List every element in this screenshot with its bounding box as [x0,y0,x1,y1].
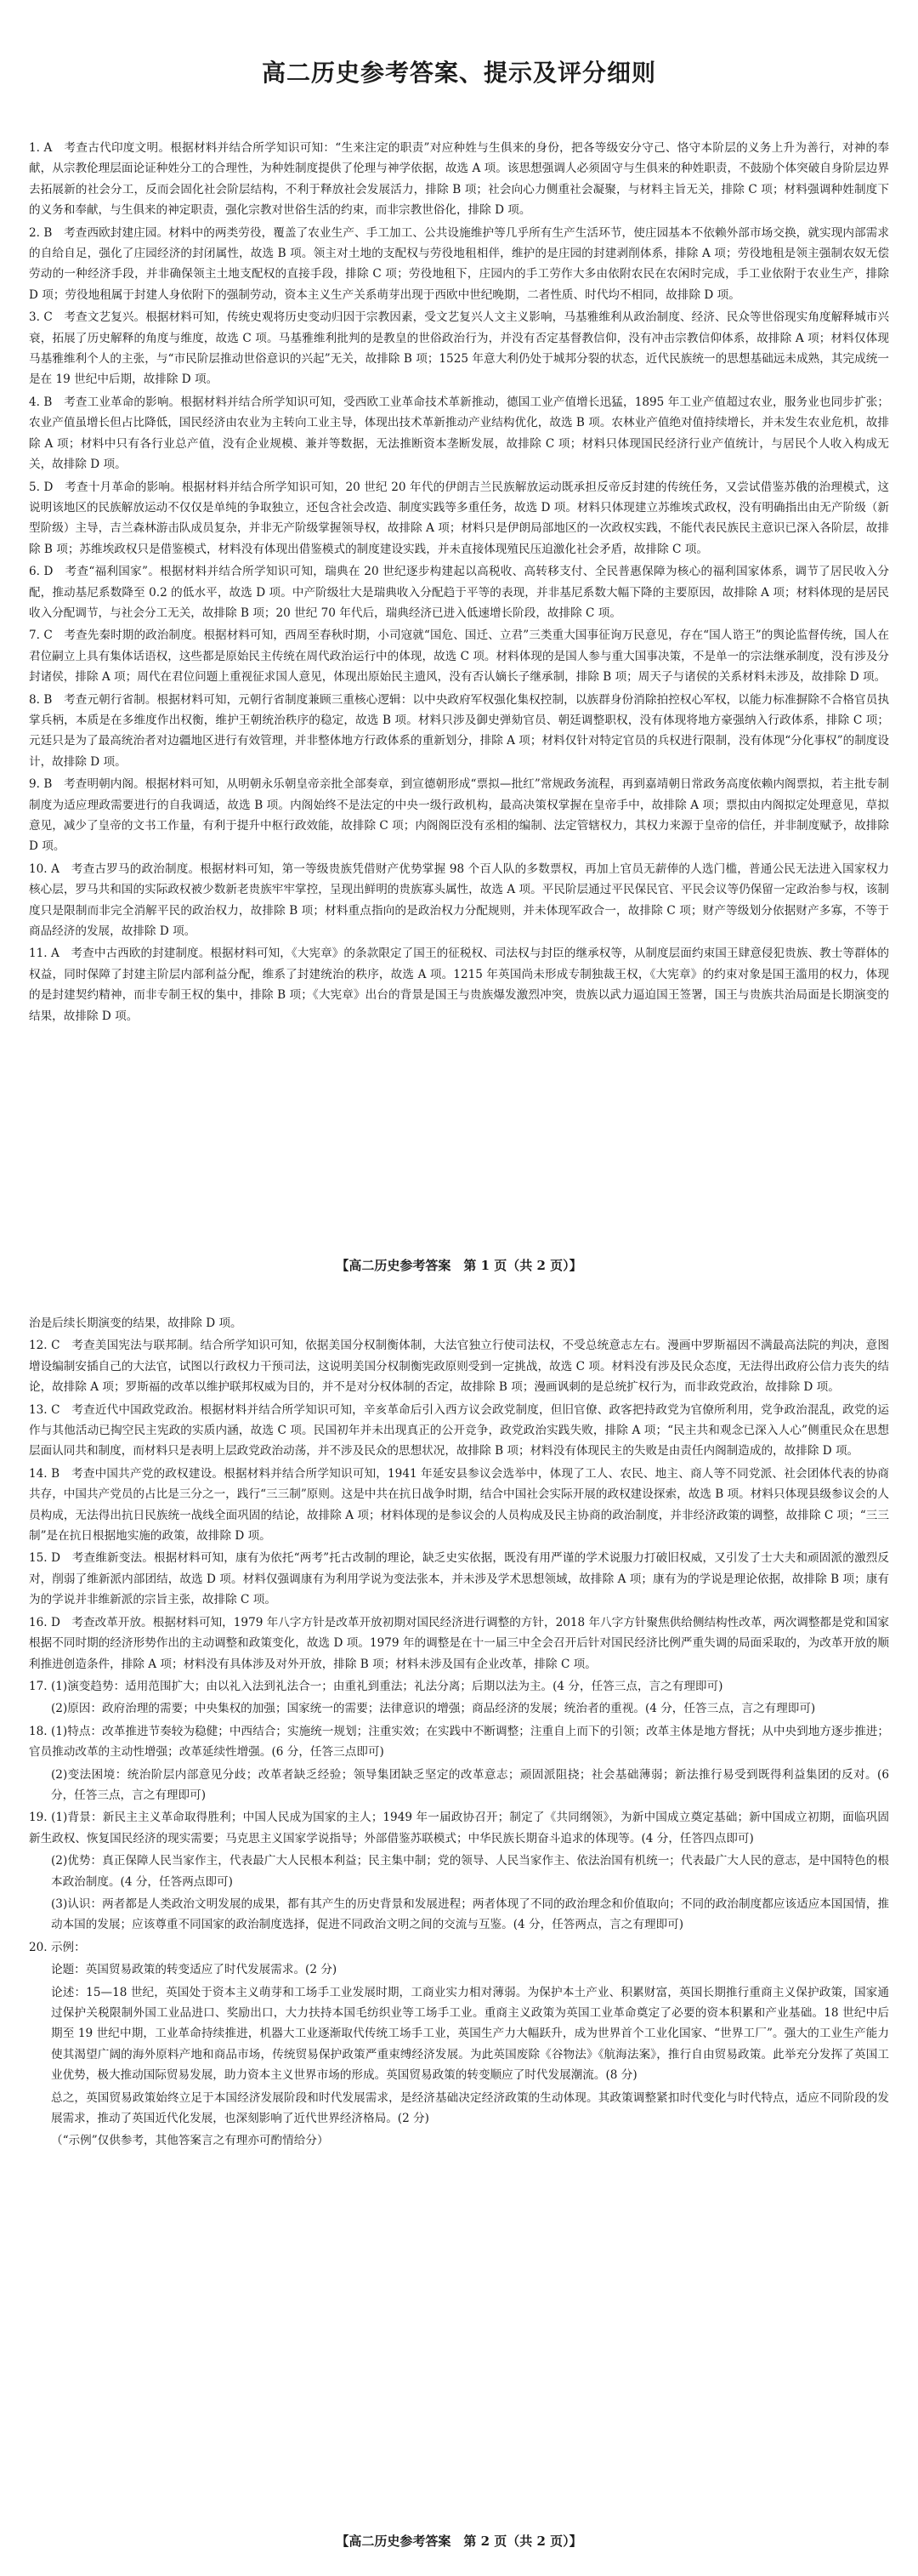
answer-item: 7. C 考查先秦时期的政治制度。根据材料可知，西周至春秋时期，小司寇就“国危、国迁、立君”三类重大国事征询万民意见，存在“国人谘王”的舆论监督传统，国人在君位嗣立上具有集体话语权，这些都是原始民主传统在周代政治运行中的体现，故选 C 项。材料体现的是国人参与重大国事决策，不是单一的宗法继承制度，没有涉及分封诸侯，排除 A 项；周代在君位问题上重视征求国人意见，体现出原始民主遗风，没有否认嫡长子继承制，排除 B 项；周天子与诸侯的关系材料未涉及，故排除 D 项。 [29,628,889,685]
answer-item: （“示例”仅供参考，其他答案言之有理亦可酌情给分） [51,2134,329,2148]
answer-item: 3. C 考查文艺复兴。根据材料可知，传统史观将历史变动归因于宗教因素，受文艺复兴人文主义影响，马基雅维利从政治制度、经济、民众等世俗现实角度解释城市兴衰，拓展了历史解释的角度与维度，故选 C 项。马基雅维利批判的是教皇的世俗政治行为，并没有否定基督教信仰，没有冲击宗教信仰体系，故排除 A 项；材料仅体现马基雅维利个人的主张，与“市民阶层推动世俗意识的兴起”无关，故排除 B 项；1525 年意大利仍处于城邦分裂的状态，近代民族统一的思想基础远未成熟，其完成统一是在 19 世纪中后期，故排除 D 项。 [29,310,889,387]
page-title: 高二历史参考答案、提示及评分细则 [261,59,656,87]
answer-item: 15. D 考查维新变法。根据材料可知，康有为依托“两考”托古改制的理论，缺乏史实依据，既没有用严谨的学术说服力打破旧权威，又引发了士大夫和顽固派的激烈反对，削弱了维新派内部团结，故选 D 项。材料仅强调康有为利用学说为变法张本，并未涉及学术思想领域，故排除 A 项；康有为的学说是理论依据，故排除 B 项；康有为的学说并非维新派的宗旨主张，故排除 C 项。 [29,1551,889,1607]
answer-item: 20. 示例： [29,1940,86,1954]
answer-item: 10. A 考查古罗马的政治制度。根据材料可知，第一等级贵族凭借财产优势掌握 98 个百人队的多数票权，再加上官员无薪俸的人选门槛，普通公民无法进入国家权力核心层，罗马共和国的实际政权被少数新老贵族牢牢掌控，呈现出鲜明的贵族寡头属性，故选 A 项。平民阶层通过平民保民官、平民会议等仍保留一定政治参与权，该制度只是限制而非完全消解平民的政治权力，故排除 B 项；材料重点指向的是政治权力分配规则，并未体现军政合一，故排除 C 项；财产等级划分依据财产多寡，不等于商品经济的发展，故排除 D 项。 [29,862,889,939]
answer-item: 论述：15—18 世纪，英国处于资本主义萌芽和工场手工业发展时期，工商业实力相对薄弱。为保护本土产业、积累财富，英国长期推行重商主义保护政策，国家通过保护关税限制外国工业品进口、奖励出口，大力扶持本国毛纺织业等工场手工业。重商主义政策为英国工业革命奠定了必要的资本积累和产业基础。18 世纪中后期至 19 世纪中期，工业革命持续推进，机器大工业逐渐取代传统工场手工业，英国生产力大幅跃升，成为世界首个工业化国家、“世界工厂”。强大的工业生产能力使其渴望广阔的海外原料产地和商品市场，传统贸易保护政策严重束缚经济发展。为此英国废除《谷物法》《航海法案》，推行自由贸易政策。此举充分发挥了英国工业优势，极大推动国际贸易发展，助力资本主义世界市场的形成。英国贸易政策的转变顺应了时代发展潮流。(8 分) [51,1985,889,2083]
answer-page-2 [0,1301,918,2576]
answer-item: 8. B 考查元朝行省制。根据材料可知，元朝行省制度兼顾三重核心逻辑：以中央政府军权强化集权控制，以族群身份消除拍控权心军权，以能力标准摒除不合格官员执掌兵柄，本质是在多维度作出权衡，维护王朝统治秩序的稳定，故选 B 项。材料只涉及御史弹劾官员、朝廷调整职权，没有体现将地方豪强纳入行政体系，排除 C 项；元廷只是为了最高统治者对边疆地区进行有效管理，并非整体地方行政体系的重新划分，排除 A 项；材料仅针对特定官员的兵权进行限制，没有体现“分化事权”的制度设计，故排除 D 项。 [29,692,889,769]
page-footer-2: 【高二历史参考答案 第 2 页（共 2 页）】 [336,2533,582,2549]
answer-item: 1. A 考查古代印度文明。根据材料并结合所学知识可知：“生来注定的职责”对应种姓与生俱来的身份，把各等级安分守己、恪守本阶层的义务上升为善行，对神的奉献，从宗教伦理层面论证种姓分工的合理性，为种姓制度提供了伦理与神学依据，故选 A 项。该思想强调人必须固守与生俱来的种姓职责，不鼓励个体突破自身阶层边界去拓展新的社会分工，反而会固化社会阶层结构，不利于释放社会发展活力，排除 B 项；社会向心力侧重社会凝聚，与材料主旨无关，排除 C 项；材料强调种姓制度下的义务和奉献，与生俱来的神定职责，强化宗教对世俗生活的约束，而非宗教世俗化，排除 D 项。 [29,141,889,218]
page-footer-1: 【高二历史参考答案 第 1 页（共 2 页）】 [336,1258,582,1273]
answer-item: 论题：英国贸易政策的转变适应了时代发展需求。(2 分) [51,1963,337,1977]
answer-item: 18. (1)特点：改革推进节奏较为稳健；中西结合；实施统一规划；注重实效；在实践中不断调整；注重自上而下的引领；改革主体是地方督抚；从中央到地方逐步推进；官员推动改革的主动性增强；改革延续性增强。(6 分，任答三点即可) [29,1724,889,1760]
answer-item: 13. C 考查近代中国政党政治。根据材料并结合所学知识可知，辛亥革命后引入西方议会政党制度，但旧官僚、政客把持政党为官僚所利用，党争政治混乱，政党的运作与其他活动已掏空民主宪政的实质内涵，故选 C 项。民国初年并未出现真正的公开竞争，政党政治实践失败，排除 A 项；“民主共和观念已深入人心”侧重民众在思想层面认同共和制度，而材料只是表明上层政党政治动荡，并不涉及民众的思想状况，故排除 B 项；材料没有体现民主的失败是由责任内阁制造成的，故排除 D 项。 [29,1402,889,1459]
answer-item: 14. B 考查中国共产党的政权建设。根据材料并结合所学知识可知，1941 年延安县参议会选举中，体现了工人、农民、地主、商人等不同党派、社会团体代表的协商共存，中国共产党员的占比是三分之一，践行“三三制”原则。这是中共在抗日战争时期，结合中国社会实际开展的政权建设探索，故选 B 项。材料只体现县级参议会的人员构成，无法得出抗日民族统一战线全面巩固的结论，故排除 A 项；材料体现的是参议会的人员构成及民主协商的政治制度，并非经济政策的调整，故排除 C 项；“三三制”是在抗日根据地实施的政策，故排除 D 项。 [29,1466,889,1544]
answer-item: 2. B 考查西欧封建庄园。材料中的两类劳役，覆盖了农业生产、手工加工、公共设施维护等几乎所有生产生活环节，使庄园基本不依赖外部市场交换，就实现内部需求的自给自足，强化了庄园经济的封闭属性，故选 B 项。领主对土地的支配权与劳役地租相伴，维护的是庄园的封建剥削体系，排除 A 项；劳役地租是领主强制农奴无偿劳动的一种经济手段，并非确保领主土地支配权的直接手段，排除 C 项；劳役地租下，庄园内的手工劳作大多由依附农民在农闲时完成，手工业依附于农业生产，排除 D 项；劳役地租属于封建人身依附下的强制劳动，资本主义生产关系萌芽出现于西欧中世纪晚期，二者性质、时代均不相同，故排除 D 项。 [29,225,889,302]
answer-item: (2)优势：真正保障人民当家作主，代表最广大人民根本利益；民主集中制；党的领导、人民当家作主、依法治国有机统一；代表最广大人民的意志，是中国特色的根本政治制度。(4 分，任答两点即可) [51,1854,889,1889]
answer-item: 4. B 考查工业革命的影响。根据材料并结合所学知识可知，受西欧工业革命技术革新推动，德国工业产值增长迅猛，1895 年工业产值超过农业，服务业也同步扩张；农业产值虽增长但占比降低，国民经济由农业为主转向工业主导，体现出技术革新推动产业结构优化，故选 B 项。农林业产值绝对值持续增长，并未发生农业危机，故排除 A 项；材料中只有各行业总产值，没有企业规模、兼并等数据，无法推断资本垄断发展，故排除 C 项；材料只体现国民经济行业产值统计，与居民个人收入构成无关，故排除 D 项。 [29,395,889,472]
answer-item: (2)变法困境：统治阶层内部意见分歧；改革者缺乏经验；领导集团缺乏坚定的改革意志；顽固派阻挠；社会基础薄弱；新法推行易受到既得利益集团的反对。(6 分，任答三点，言之有理即可) [51,1767,889,1802]
answer-item: 17. (1)演变趋势：适用范围扩大；由以礼入法到礼法合一；由重礼到重法；礼法分离；后期以法为主。(4 分，任答三点，言之有理即可) [29,1679,723,1693]
page2-answers [29,1301,889,2152]
answer-item: 6. D 考查“福利国家”。根据材料并结合所学知识可知，瑞典在 20 世纪逐步构建起以高税收、高转移支付、全民普惠保障为核心的福利国家体系，调节了居民收入分配，推动基尼系数降至 0.2 的低水平，故选 D 项。中产阶级壮大是瑞典收入分配趋于平等的表现，并非基尼系数大幅下降的主要原因，故排除 A 项；材料体现的是居民收入分配调节，与社会分工无关，故排除 B 项；20 世纪 70 年代后，瑞典经济已进入低速增长阶段，故排除 C 项。 [29,565,889,620]
answer-item: 16. D 考查改革开放。根据材料可知，1979 年八字方针是改革开放初期对国民经济进行调整的方针，2018 年八字方针聚焦供给侧结构性改革，两次调整都是党和国家根据不同时期的经济形势作出的主动调整和政策变化，故选 D 项。1979 年的调整是在十一届三中全会召开后针对国民经济比例严重失调的局面采取的，为改革开放的顺利推进创造条件，排除 A 项；材料没有具体涉及对外开放，排除 B 项；材料未涉及国有企业改革，排除 C 项。 [29,1615,889,1671]
answer-item: 19. (1)背景：新民主主义革命取得胜利；中国人民成为国家的主人；1949 年一届政协召开；制定了《共同纲领》，为新中国成立奠定基础；新中国成立初期，面临巩固新生政权、恢复国民经济的现实需要；马克思主义国家学说指导；外部借鉴苏联模式；中华民族长期奋斗追求的体现等。(4 分，任答四点即可) [29,1811,889,1845]
answer-item: (2)原因：政府治理的需要；中央集权的加强；国家统一的需要；法律意识的增强；商品经济的发展；统治者的重视。(4 分，任答三点，言之有理即可) [51,1702,816,1716]
answer-item: 12. C 考查美国宪法与联邦制。结合所学知识可知，依据美国分权制衡体制，大法官独立行使司法权，不受总统意志左右。漫画中罗斯福因不满最高法院的判决，意图增设编制安插自己的大法官，试图以行政权力干预司法，这说明美国分权制衡宪政原则受到一定挑战，故选 C 项。材料没有涉及民众态度，无法得出政府公信力丧失的结论，故排除 A 项；罗斯福的改革以维护联邦权威为目的，并不是对分权体制的否定，故排除 B 项；漫画讽刺的是总统扩权行为，而非政党政治，故排除 D 项。 [29,1339,889,1395]
answer-item: 治是后续长期演变的结果，故排除 D 项。 [29,1316,242,1330]
answer-item: 11. A 考查中古西欧的封建制度。根据材料可知，《大宪章》的条款限定了国王的征税权、司法权与封臣的继承权等，从制度层面约束国王肆意侵犯贵族、教士等群体的权益，同时保障了封建主阶层内部利益分配，维系了封建统治的秩序，故选 A 项。1215 年英国尚未形成专制独裁王权，《大宪章》的约束对象是国王滥用的权力，体现的是封建契约精神，而非专制王权的集中，排除 B 项；《大宪章》出台的背景是国王与贵族爆发激烈冲突，贵族以武力逼迫国王签署，国王与贵族共治局面是长期演变的结果，故排除 D 项。 [29,947,889,1023]
answer-item: 5. D 考查十月革命的影响。根据材料并结合所学知识可知，20 世纪 20 年代的伊朗吉兰民族解放运动既承担反帝反封建的传统任务，又尝试借鉴苏俄的治理模式，这说明该地区的民族解放运动不仅仅是单纯的争取独立，还包含社会改造、制度实践等多重任务，故选 D 项。材料只体现建立苏维埃式政权，没有明确指出由无产阶级（新型阶级）主导，吉兰森林游击队成员复杂，并非无产阶级掌握领导权，故排除 A 项；材料只是伊朗局部地区的一次政权实践，不能代表民族民主意识已深入各阶层，故排除 B 项；苏维埃政权只是借鉴模式，材料没有体现出借鉴模式的制度建设实践，并未直接体现殖民压迫激化社会矛盾，故排除 C 项。 [29,480,889,556]
answer-item: (3)认识：两者都是人类政治文明发展的成果，都有其产生的历史背景和发展进程；两者体现了不同的政治理念和价值取向；不同的政治制度都应该适应本国国情，推动本国的发展；应该尊重不同国家的政治制度选择，促进不同政治文明之间的交流与互鉴。(4 分，任答两点，言之有理即可) [51,1896,889,1932]
answer-item: 9. B 考查明朝内阁。根据材料可知，从明朝永乐朝皇帝亲批全部奏章，到宣德朝形成“票拟—批红”常规政务流程，再到嘉靖朝日常政务高度依赖内阁票拟，若主批专制制度为适应理政需要进行的自我调适，故选 B 项。内阁始终不是法定的中央一级行政机构，最高决策权掌握在皇帝手中，故排除 A 项；票拟由内阁拟定处理意见，草拟意见，减少了皇帝的文书工作量，有利于提升中枢行政效能，故排除 C 项；内阁阁臣没有丞相的编制、法定管辖权力，其权力来源于皇帝的信任，并非制度赋予，故排除 D 项。 [29,777,889,854]
page1-answers [29,138,889,1026]
answer-item: 总之，英国贸易政策始终立足于本国经济发展阶段和时代发展需求，是经济基础决定经济政策的生动体现。其政策调整紧扣时代变化与时代特点，适应不同阶段的发展需求，推动了英国近代化发展，也深刻影响了近代世界经济格局。(2 分) [51,2090,889,2126]
